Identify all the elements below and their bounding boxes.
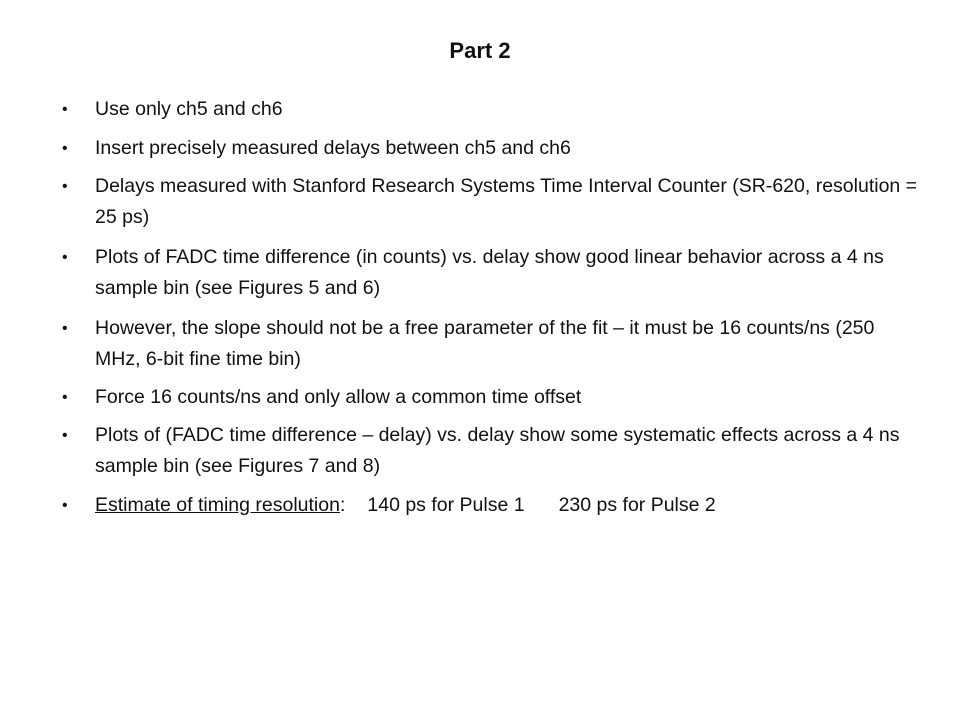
bullet-item-estimate (62, 490, 922, 521)
bullet-item (62, 382, 922, 413)
bullet-glyph: • (62, 497, 68, 514)
bullet-text: Insert precisely measured delays between ch5 and ch6 (95, 137, 571, 159)
bullet-item (62, 313, 922, 375)
estimate-pulse2: 230 ps for Pulse 2 (558, 494, 716, 516)
bullet-glyph: • (62, 427, 68, 444)
bullet-glyph: • (62, 320, 68, 337)
bullet-text: Plots of FADC time difference (in counts) vs. delay show good linear behavior across a 4 ns sample bin (see Figures 5 and 6) (95, 246, 884, 299)
bullet-glyph: • (62, 249, 68, 266)
estimate-pulse1: 140 ps for Pulse 1 (367, 494, 525, 516)
bullet-item (62, 94, 922, 125)
bullet-glyph: • (62, 389, 68, 406)
bullet-item (62, 133, 922, 164)
slide-title: Part 2 (449, 38, 511, 63)
bullet-text: Use only ch5 and ch6 (95, 98, 283, 120)
bullet-text: Force 16 counts/ns and only allow a common time offset (95, 386, 582, 408)
estimate-line (95, 490, 922, 521)
bullet-list (62, 94, 922, 521)
bullet-item (62, 171, 922, 233)
estimate-separator: : (339, 494, 346, 516)
bullet-text: Plots of (FADC time difference – delay) vs. delay show some systematic effects across a 4 ns sample bin (see Figures 7 and 8) (95, 424, 900, 477)
bullet-text: Delays measured with Stanford Research Systems Time Interval Counter (SR-620, resolution = 25 ps) (95, 175, 918, 228)
estimate-label: Estimate of timing resolution (95, 494, 340, 516)
bullet-item (62, 420, 922, 482)
bullet-item (62, 242, 922, 304)
bullet-glyph: • (62, 140, 68, 157)
bullet-text: However, the slope should not be a free parameter of the fit – it must be 16 counts/ns (250 MHz, 6-bit fine time bin) (95, 317, 875, 370)
bullet-glyph: • (62, 101, 68, 118)
bullet-glyph: • (62, 178, 68, 195)
